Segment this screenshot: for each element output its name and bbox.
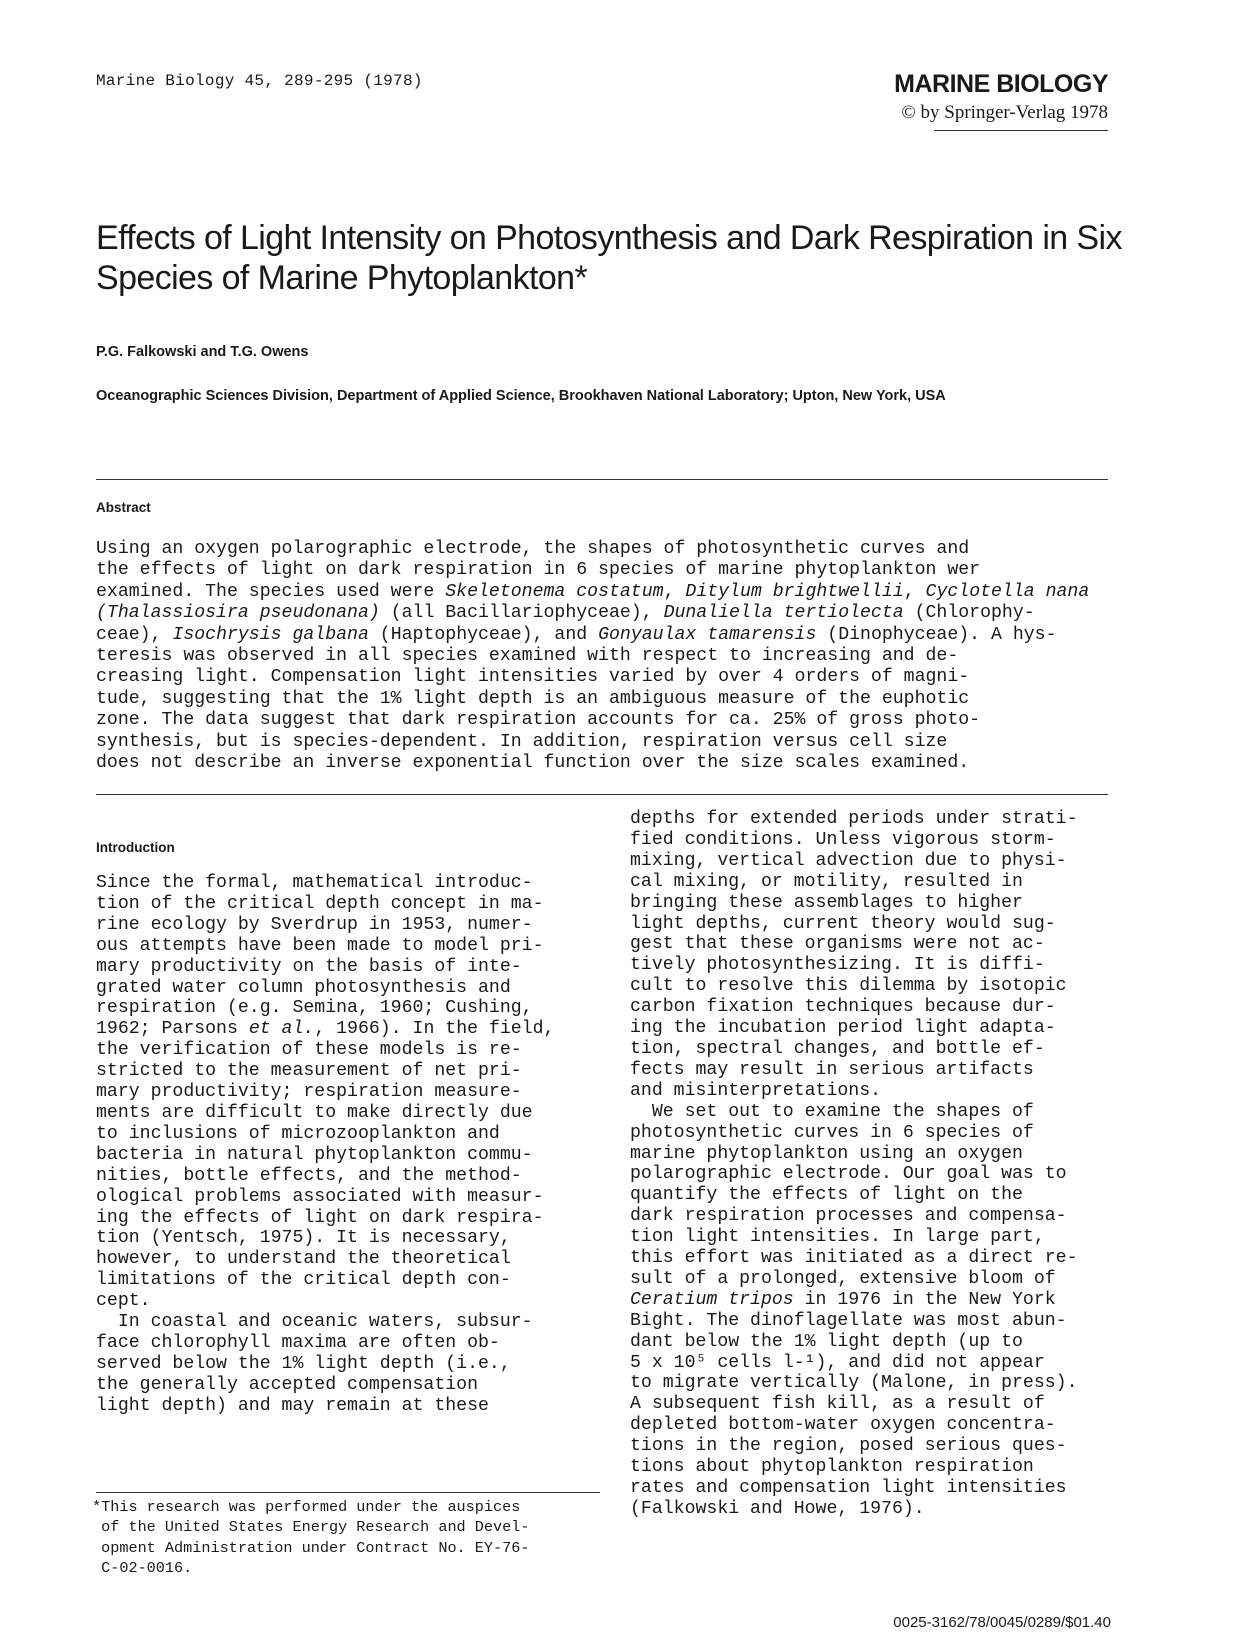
text-line: photosynthetic curves in 6 species of	[630, 1122, 1034, 1143]
text-line: mixing, vertical advection due to physi-	[630, 850, 1067, 871]
text-line: mary productivity on the basis of inte-	[96, 956, 522, 977]
text-line: In coastal and oceanic waters, subsur-	[96, 1312, 533, 1333]
affiliation: Oceanographic Sciences Division, Department of Applied Science, Brookhaven National Laboratory; Upton, New York, USA	[96, 388, 946, 404]
article-code: 0025-3162/78/0045/0289/$01.40	[893, 1614, 1111, 1631]
text-line: polarographic electrode. Our goal was to	[630, 1164, 1067, 1185]
text-line: bringing these assemblages to higher	[630, 892, 1023, 913]
introduction-column-left	[96, 873, 554, 1417]
text-line: A subsequent fish kill, as a result of	[630, 1394, 1045, 1415]
text-line: dant below the 1% light depth (up to	[630, 1331, 1023, 1352]
abstract-line: creasing light. Compensation light intensities varied by over 4 orders of magni-	[96, 667, 970, 688]
text-line: tion of the critical depth concept in ma-	[96, 893, 544, 914]
text-line: ing the effects of light on dark respira-	[96, 1207, 544, 1228]
text-line: sult of a prolonged, extensive bloom of	[630, 1268, 1056, 1289]
footnote-line: opment Administration under Contract No. EY-76-	[92, 1538, 530, 1557]
footnote-line: of the United States Energy Research and Devel-	[92, 1518, 530, 1537]
footnote-rule	[96, 1492, 600, 1493]
journal-name: MARINE BIOLOGY	[894, 70, 1108, 98]
text-line: ing the incubation period light adapta-	[630, 1018, 1056, 1039]
abstract-line: does not describe an inverse exponential function over the size scales examined.	[96, 753, 970, 774]
text-line: respiration (e.g. Semina, 1960; Cushing,	[96, 998, 533, 1019]
text-line: Since the formal, mathematical introduc-	[96, 873, 533, 893]
text-line: stricted to the measurement of net pri-	[96, 1061, 522, 1082]
text-line: and misinterpretations.	[630, 1080, 882, 1101]
text-line: marine phytoplankton using an oxygen	[630, 1143, 1023, 1164]
text-line: ments are difficult to make directly due	[96, 1102, 533, 1123]
text-line: cept.	[96, 1291, 151, 1312]
text-line: face chlorophyll maxima are often ob-	[96, 1332, 500, 1353]
text-line: the generally accepted compensation	[96, 1374, 478, 1395]
text-line: tion light intensities. In large part,	[630, 1227, 1045, 1248]
text-line: to migrate vertically (Malone, in press).	[630, 1373, 1078, 1394]
abstract-line: (Thalassiosira pseudonana) (all Bacillariophyceae), Dunaliella tertiolecta (Chlorophy-	[96, 603, 1035, 624]
footnote-line: *This research was performed under the auspices	[92, 1498, 521, 1516]
text-line: (Falkowski and Howe, 1976).	[630, 1498, 925, 1519]
text-line: fects may result in serious artifacts	[630, 1059, 1034, 1080]
text-line: gest that these organisms were not ac-	[630, 934, 1045, 955]
abstract-line: ceae), Isochrysis galbana (Haptophyceae), and Gonyaulax tamarensis (Dinophyceae). A hys-	[96, 624, 1057, 645]
text-line: depths for extended periods under strati-	[630, 809, 1078, 829]
journal-header-rule	[934, 130, 1108, 131]
abstract-top-rule	[96, 479, 1108, 480]
abstract-heading: Abstract	[96, 500, 151, 515]
text-line: fied conditions. Unless vigorous storm-	[630, 829, 1056, 850]
article-title: Effects of Light Intensity on Photosynthesis and Dark Respiration in Six Species of Marine Phytoplankton*	[96, 219, 1122, 297]
text-line: grated water column photosynthesis and	[96, 977, 511, 998]
text-line: however, to understand the theoretical	[96, 1249, 511, 1270]
abstract-line: examined. The species used were Skeletonema costatum, Ditylum brightwellii, Cyclotella nana	[96, 581, 1090, 602]
text-line: light depths, current theory would sug-	[630, 913, 1056, 934]
footnote	[92, 1497, 529, 1579]
text-line: light depth) and may remain at these	[96, 1395, 489, 1416]
text-line: 1962; Parsons et al., 1966). In the field,	[96, 1019, 555, 1040]
text-line: Bight. The dinoflagellate was most abun-	[630, 1310, 1067, 1331]
text-line: ological problems associated with measur-	[96, 1186, 544, 1207]
text-line: Ceratium tripos in 1976 in the New York	[630, 1289, 1056, 1310]
authors: P.G. Falkowski and T.G. Owens	[96, 344, 309, 360]
text-line: bacteria in natural phytoplankton commu-	[96, 1144, 533, 1165]
introduction-column-right	[630, 809, 1078, 1520]
introduction-heading: Introduction	[96, 840, 175, 855]
abstract-line: the effects of light on dark respiration in 6 species of marine phytoplankton wer	[96, 560, 981, 581]
text-line: nities, bottle effects, and the method-	[96, 1165, 522, 1186]
text-line: cal mixing, or motility, resulted in	[630, 871, 1023, 892]
text-line: cult to resolve this dilemma by isotopic	[630, 976, 1067, 997]
journal-citation: Marine Biology 45, 289-295 (1978)	[96, 72, 423, 90]
abstract-line: synthesis, but is species-dependent. In addition, respiration versus cell size	[96, 731, 948, 752]
text-line: dark respiration processes and compensa-	[630, 1206, 1067, 1227]
abstract-text	[96, 539, 1126, 774]
text-line: quantify the effects of light on the	[630, 1185, 1023, 1206]
abstract-line: teresis was observed in all species examined with respect to increasing and de-	[96, 646, 959, 667]
text-line: rates and compensation light intensities	[630, 1478, 1067, 1498]
text-line: ous attempts have been made to model pri-	[96, 935, 544, 956]
text-line: tions about phytoplankton respiration	[630, 1457, 1034, 1478]
text-line: We set out to examine the shapes of	[630, 1101, 1034, 1122]
text-line: to inclusions of microzooplankton and	[96, 1123, 500, 1144]
text-line: 5 x 10⁵ cells l-¹), and did not appear	[630, 1352, 1045, 1373]
abstract-line: zone. The data suggest that dark respiration accounts for ca. 25% of gross photo-	[96, 710, 981, 731]
text-line: served below the 1% light depth (i.e.,	[96, 1353, 511, 1374]
text-line: rine ecology by Sverdrup in 1953, numer-	[96, 914, 533, 935]
text-line: limitations of the critical depth con-	[96, 1270, 511, 1291]
abstract-line: tude, suggesting that the 1% light depth is an ambiguous measure of the euphotic	[96, 688, 970, 709]
text-line: tively photosynthesizing. It is diffi-	[630, 955, 1045, 976]
abstract-line: Using an oxygen polarographic electrode, the shapes of photosynthetic curves and	[96, 539, 970, 559]
text-line: tion (Yentsch, 1975). It is necessary,	[96, 1228, 511, 1249]
text-line: tion, spectral changes, and bottle ef-	[630, 1038, 1045, 1059]
text-line: mary productivity; respiration measure-	[96, 1082, 522, 1103]
text-line: depleted bottom-water oxygen concentra-	[630, 1415, 1056, 1436]
text-line: the verification of these models is re-	[96, 1040, 522, 1061]
footnote-line: C-02-0016.	[92, 1559, 193, 1578]
text-line: tions in the region, posed serious ques-	[630, 1436, 1067, 1457]
copyright-notice: © by Springer-Verlag 1978	[901, 102, 1108, 123]
abstract-bottom-rule	[96, 794, 1108, 795]
text-line: carbon fixation techniques because dur-	[630, 997, 1056, 1018]
text-line: this effort was initiated as a direct re-	[630, 1248, 1078, 1269]
